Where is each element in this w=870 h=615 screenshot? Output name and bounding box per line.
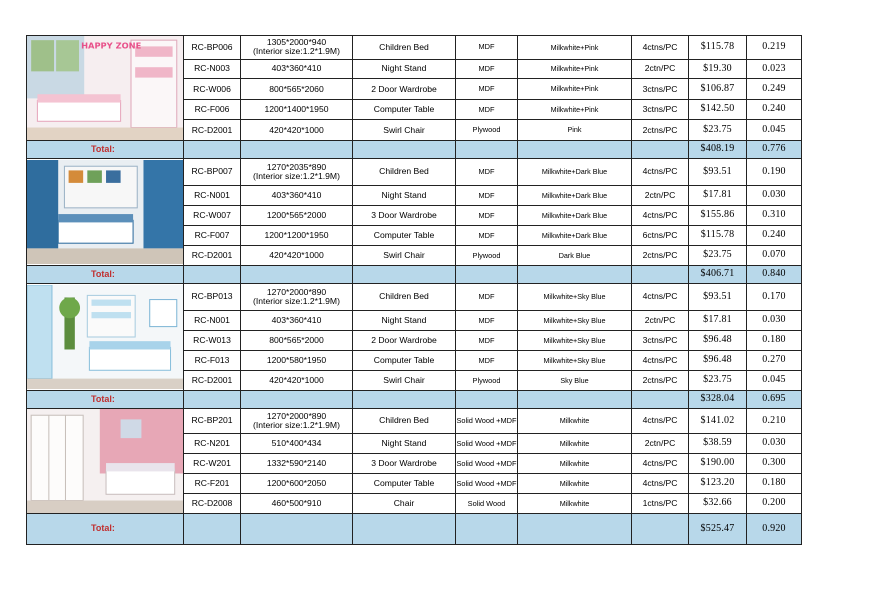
item-name: Chair bbox=[353, 494, 456, 514]
item-size-value: 1200*565*2000 bbox=[266, 209, 327, 220]
item-size bbox=[241, 434, 353, 454]
item-size-value: 1270*2035*890 bbox=[266, 161, 327, 172]
item-packing: 4ctns/PC bbox=[632, 474, 689, 494]
item-material: MDF bbox=[456, 159, 518, 186]
item-size bbox=[241, 246, 353, 266]
item-size-value: 403*360*410 bbox=[271, 314, 322, 325]
item-size bbox=[241, 351, 353, 371]
item-name: Computer Table bbox=[353, 474, 456, 494]
item-volume: 0.310 bbox=[747, 206, 802, 226]
table-row bbox=[27, 284, 802, 311]
item-name: Computer Table bbox=[353, 351, 456, 371]
item-color: Milkwhite+Pink bbox=[518, 99, 632, 120]
item-color: Milkwhite+Pink bbox=[518, 59, 632, 79]
item-packing: 4ctns/PC bbox=[632, 454, 689, 474]
item-size-note: (Interior size:1.2*1.9M) bbox=[253, 171, 340, 181]
total-price: $408.19 bbox=[689, 141, 747, 159]
total-row bbox=[27, 514, 802, 545]
empty-cell bbox=[184, 391, 241, 409]
empty-cell bbox=[456, 514, 518, 545]
item-code: RC-D2001 bbox=[184, 120, 241, 141]
item-packing: 2ctn/PC bbox=[632, 434, 689, 454]
item-size bbox=[241, 36, 353, 60]
empty-cell bbox=[518, 514, 632, 545]
item-size-value: 1270*2000*890 bbox=[266, 286, 327, 297]
item-size-value: 420*420*1000 bbox=[269, 124, 324, 135]
item-name: Swirl Chair bbox=[353, 120, 456, 141]
item-size-value: 1200*600*2050 bbox=[266, 477, 327, 488]
total-volume: 0.695 bbox=[747, 391, 802, 409]
item-name: Computer Table bbox=[353, 99, 456, 120]
item-size-value: 510*400*434 bbox=[271, 437, 322, 448]
item-volume: 0.210 bbox=[747, 409, 802, 434]
item-size bbox=[241, 311, 353, 331]
item-material: MDF bbox=[456, 284, 518, 311]
item-volume: 0.023 bbox=[747, 59, 802, 79]
item-volume: 0.249 bbox=[747, 79, 802, 100]
item-color: Milkwhite+Sky Blue bbox=[518, 331, 632, 351]
item-price: $106.87 bbox=[689, 79, 747, 100]
item-size bbox=[241, 371, 353, 391]
item-volume: 0.070 bbox=[747, 246, 802, 266]
total-price: $328.04 bbox=[689, 391, 747, 409]
item-size-value: 1200*1400*1950 bbox=[264, 104, 329, 115]
item-name: 2 Door Wardrobe bbox=[353, 79, 456, 100]
item-price: $32.66 bbox=[689, 494, 747, 514]
item-code: RC-N001 bbox=[184, 186, 241, 206]
item-material: Plywood bbox=[456, 246, 518, 266]
item-size bbox=[241, 454, 353, 474]
item-name: 2 Door Wardrobe bbox=[353, 331, 456, 351]
item-size bbox=[241, 206, 353, 226]
item-packing: 3ctns/PC bbox=[632, 79, 689, 100]
item-volume: 0.170 bbox=[747, 284, 802, 311]
item-name: 3 Door Wardrobe bbox=[353, 454, 456, 474]
item-name: Children Bed bbox=[353, 284, 456, 311]
item-material: MDF bbox=[456, 36, 518, 60]
item-material: MDF bbox=[456, 186, 518, 206]
item-name: Computer Table bbox=[353, 226, 456, 246]
item-code: RC-W007 bbox=[184, 206, 241, 226]
table-row bbox=[27, 159, 802, 186]
item-color: Pink bbox=[518, 120, 632, 141]
total-label: Total: bbox=[27, 266, 184, 284]
item-packing: 3ctns/PC bbox=[632, 331, 689, 351]
item-price: $96.48 bbox=[689, 351, 747, 371]
item-price: $96.48 bbox=[689, 331, 747, 351]
item-color: Milkwhite+Sky Blue bbox=[518, 311, 632, 331]
total-label: Total: bbox=[27, 514, 184, 545]
empty-cell bbox=[184, 266, 241, 284]
total-label: Total: bbox=[27, 141, 184, 159]
item-size-value: 800*565*2060 bbox=[269, 83, 324, 94]
item-color: Milkwhite bbox=[518, 409, 632, 434]
item-material: Solid Wood +MDF bbox=[456, 474, 518, 494]
item-price: $23.75 bbox=[689, 246, 747, 266]
item-price: $38.59 bbox=[689, 434, 747, 454]
item-code: RC-BP201 bbox=[184, 409, 241, 434]
item-size bbox=[241, 186, 353, 206]
item-size-value: 1305*2000*940 bbox=[266, 37, 327, 48]
item-size-value: 420*420*1000 bbox=[269, 249, 324, 260]
item-volume: 0.180 bbox=[747, 331, 802, 351]
item-volume: 0.200 bbox=[747, 494, 802, 514]
item-price: $19.30 bbox=[689, 59, 747, 79]
item-price: $115.78 bbox=[689, 226, 747, 246]
bedroom-photo-dark-blue bbox=[27, 160, 183, 264]
item-material: MDF bbox=[456, 206, 518, 226]
item-color: Milkwhite bbox=[518, 474, 632, 494]
empty-cell bbox=[632, 266, 689, 284]
item-color: Milkwhite+Sky Blue bbox=[518, 284, 632, 311]
item-material: Solid Wood +MDF bbox=[456, 434, 518, 454]
item-name: Night Stand bbox=[353, 186, 456, 206]
item-material: Plywood bbox=[456, 371, 518, 391]
item-volume: 0.240 bbox=[747, 226, 802, 246]
item-size bbox=[241, 284, 353, 311]
item-size bbox=[241, 331, 353, 351]
item-color: Milkwhite+Dark Blue bbox=[518, 226, 632, 246]
item-price: $141.02 bbox=[689, 409, 747, 434]
item-material: MDF bbox=[456, 331, 518, 351]
item-price: $23.75 bbox=[689, 371, 747, 391]
item-volume: 0.045 bbox=[747, 371, 802, 391]
item-code: RC-D2001 bbox=[184, 371, 241, 391]
item-volume: 0.045 bbox=[747, 120, 802, 141]
item-volume: 0.190 bbox=[747, 159, 802, 186]
item-code: RC-W013 bbox=[184, 331, 241, 351]
item-size bbox=[241, 120, 353, 141]
total-row bbox=[27, 266, 802, 284]
item-code: RC-F006 bbox=[184, 99, 241, 120]
item-name: 3 Door Wardrobe bbox=[353, 206, 456, 226]
item-volume: 0.219 bbox=[747, 36, 802, 60]
product-photo-cell bbox=[27, 159, 184, 266]
item-color: Milkwhite+Dark Blue bbox=[518, 206, 632, 226]
item-packing: 2ctns/PC bbox=[632, 371, 689, 391]
item-color: Milkwhite bbox=[518, 494, 632, 514]
empty-cell bbox=[184, 514, 241, 545]
bedroom-photo-pink bbox=[27, 36, 183, 140]
item-packing: 4ctns/PC bbox=[632, 36, 689, 60]
empty-cell bbox=[518, 141, 632, 159]
item-color: Milkwhite bbox=[518, 434, 632, 454]
item-volume: 0.180 bbox=[747, 474, 802, 494]
item-code: RC-F007 bbox=[184, 226, 241, 246]
item-size bbox=[241, 59, 353, 79]
item-name: Children Bed bbox=[353, 409, 456, 434]
item-size bbox=[241, 99, 353, 120]
total-volume: 0.840 bbox=[747, 266, 802, 284]
total-price: $406.71 bbox=[689, 266, 747, 284]
item-color: Milkwhite+Pink bbox=[518, 79, 632, 100]
item-size-note: (Interior size:1.2*1.9M) bbox=[253, 420, 340, 430]
item-volume: 0.240 bbox=[747, 99, 802, 120]
item-packing: 1ctns/PC bbox=[632, 494, 689, 514]
total-label: Total: bbox=[27, 391, 184, 409]
item-price: $190.00 bbox=[689, 454, 747, 474]
bedroom-photo-sky-blue bbox=[27, 285, 183, 389]
item-packing: 4ctns/PC bbox=[632, 206, 689, 226]
item-code: RC-BP013 bbox=[184, 284, 241, 311]
item-material: Solid Wood +MDF bbox=[456, 409, 518, 434]
empty-cell bbox=[241, 266, 353, 284]
item-size bbox=[241, 159, 353, 186]
item-material: MDF bbox=[456, 226, 518, 246]
item-volume: 0.030 bbox=[747, 311, 802, 331]
empty-cell bbox=[353, 141, 456, 159]
item-size-value: 420*420*1000 bbox=[269, 374, 324, 385]
item-packing: 6ctns/PC bbox=[632, 226, 689, 246]
item-volume: 0.270 bbox=[747, 351, 802, 371]
item-price: $17.81 bbox=[689, 311, 747, 331]
item-code: RC-F201 bbox=[184, 474, 241, 494]
empty-cell bbox=[456, 391, 518, 409]
item-price: $93.51 bbox=[689, 159, 747, 186]
empty-cell bbox=[632, 514, 689, 545]
empty-cell bbox=[518, 391, 632, 409]
item-code: RC-BP007 bbox=[184, 159, 241, 186]
item-price: $123.20 bbox=[689, 474, 747, 494]
item-color: Milkwhite bbox=[518, 454, 632, 474]
item-name: Night Stand bbox=[353, 434, 456, 454]
item-material: MDF bbox=[456, 59, 518, 79]
item-size-value: 460*500*910 bbox=[271, 497, 322, 508]
empty-cell bbox=[632, 391, 689, 409]
product-photo-cell bbox=[27, 409, 184, 514]
item-code: RC-BP006 bbox=[184, 36, 241, 60]
item-name: Night Stand bbox=[353, 311, 456, 331]
product-photo-cell bbox=[27, 284, 184, 391]
item-code: RC-N001 bbox=[184, 311, 241, 331]
item-size-note: (Interior size:1.2*1.9M) bbox=[253, 46, 340, 57]
item-packing: 3ctns/PC bbox=[632, 99, 689, 120]
item-size-value: 403*360*410 bbox=[271, 63, 322, 74]
empty-cell bbox=[518, 266, 632, 284]
item-color: Milkwhite+Sky Blue bbox=[518, 351, 632, 371]
item-volume: 0.030 bbox=[747, 186, 802, 206]
item-packing: 2ctn/PC bbox=[632, 59, 689, 79]
item-packing: 4ctns/PC bbox=[632, 351, 689, 371]
empty-cell bbox=[456, 266, 518, 284]
table-row bbox=[27, 36, 802, 60]
total-row bbox=[27, 391, 802, 409]
photo-caption: HAPPY ZONE bbox=[81, 40, 142, 51]
item-price: $17.81 bbox=[689, 186, 747, 206]
empty-cell bbox=[353, 514, 456, 545]
item-price: $115.78 bbox=[689, 36, 747, 60]
item-size-value: 1200*1200*1950 bbox=[264, 229, 329, 240]
item-name: Swirl Chair bbox=[353, 371, 456, 391]
item-size bbox=[241, 474, 353, 494]
item-code: RC-W201 bbox=[184, 454, 241, 474]
total-volume: 0.920 bbox=[747, 514, 802, 545]
item-color: Dark Blue bbox=[518, 246, 632, 266]
item-packing: 4ctns/PC bbox=[632, 409, 689, 434]
item-price: $155.86 bbox=[689, 206, 747, 226]
item-size-value: 800*565*2000 bbox=[269, 334, 324, 345]
item-name: Swirl Chair bbox=[353, 246, 456, 266]
item-volume: 0.300 bbox=[747, 454, 802, 474]
total-price: $525.47 bbox=[689, 514, 747, 545]
item-packing: 2ctns/PC bbox=[632, 120, 689, 141]
item-size bbox=[241, 409, 353, 434]
product-photo-cell bbox=[27, 36, 184, 141]
empty-cell bbox=[353, 391, 456, 409]
total-volume: 0.776 bbox=[747, 141, 802, 159]
item-packing: 4ctns/PC bbox=[632, 159, 689, 186]
item-size-value: 403*360*410 bbox=[271, 189, 322, 200]
table-row bbox=[27, 409, 802, 434]
item-size bbox=[241, 79, 353, 100]
empty-cell bbox=[632, 141, 689, 159]
item-name: Night Stand bbox=[353, 59, 456, 79]
price-list-table bbox=[26, 35, 802, 545]
item-packing: 2ctn/PC bbox=[632, 186, 689, 206]
empty-cell bbox=[353, 266, 456, 284]
item-size-value: 1332*590*2140 bbox=[266, 457, 327, 468]
item-color: Milkwhite+Pink bbox=[518, 36, 632, 60]
item-code: RC-N003 bbox=[184, 59, 241, 79]
item-material: MDF bbox=[456, 79, 518, 100]
empty-cell bbox=[241, 514, 353, 545]
item-code: RC-D2008 bbox=[184, 494, 241, 514]
item-color: Milkwhite+Dark Blue bbox=[518, 186, 632, 206]
item-material: MDF bbox=[456, 99, 518, 120]
item-code: RC-W006 bbox=[184, 79, 241, 100]
item-name: Children Bed bbox=[353, 159, 456, 186]
item-packing: 2ctn/PC bbox=[632, 311, 689, 331]
item-packing: 4ctns/PC bbox=[632, 284, 689, 311]
item-size bbox=[241, 226, 353, 246]
item-volume: 0.030 bbox=[747, 434, 802, 454]
item-material: Solid Wood bbox=[456, 494, 518, 514]
item-price: $23.75 bbox=[689, 120, 747, 141]
item-color: Sky Blue bbox=[518, 371, 632, 391]
item-color: Milkwhite+Dark Blue bbox=[518, 159, 632, 186]
item-code: RC-D2001 bbox=[184, 246, 241, 266]
empty-cell bbox=[184, 141, 241, 159]
item-price: $93.51 bbox=[689, 284, 747, 311]
item-packing: 2ctns/PC bbox=[632, 246, 689, 266]
item-material: Plywood bbox=[456, 120, 518, 141]
item-size-note: (Interior size:1.2*1.9M) bbox=[253, 296, 340, 306]
item-size-value: 1200*580*1950 bbox=[266, 354, 327, 365]
item-size bbox=[241, 494, 353, 514]
item-code: RC-F013 bbox=[184, 351, 241, 371]
item-material: Solid Wood +MDF bbox=[456, 454, 518, 474]
item-code: RC-N201 bbox=[184, 434, 241, 454]
empty-cell bbox=[241, 391, 353, 409]
bedroom-photo-milkwhite bbox=[27, 409, 183, 513]
empty-cell bbox=[241, 141, 353, 159]
item-price: $142.50 bbox=[689, 99, 747, 120]
item-material: MDF bbox=[456, 351, 518, 371]
item-size-value: 1270*2000*890 bbox=[266, 410, 327, 421]
item-name: Children Bed bbox=[353, 36, 456, 60]
item-material: MDF bbox=[456, 311, 518, 331]
total-row bbox=[27, 141, 802, 159]
empty-cell bbox=[456, 141, 518, 159]
